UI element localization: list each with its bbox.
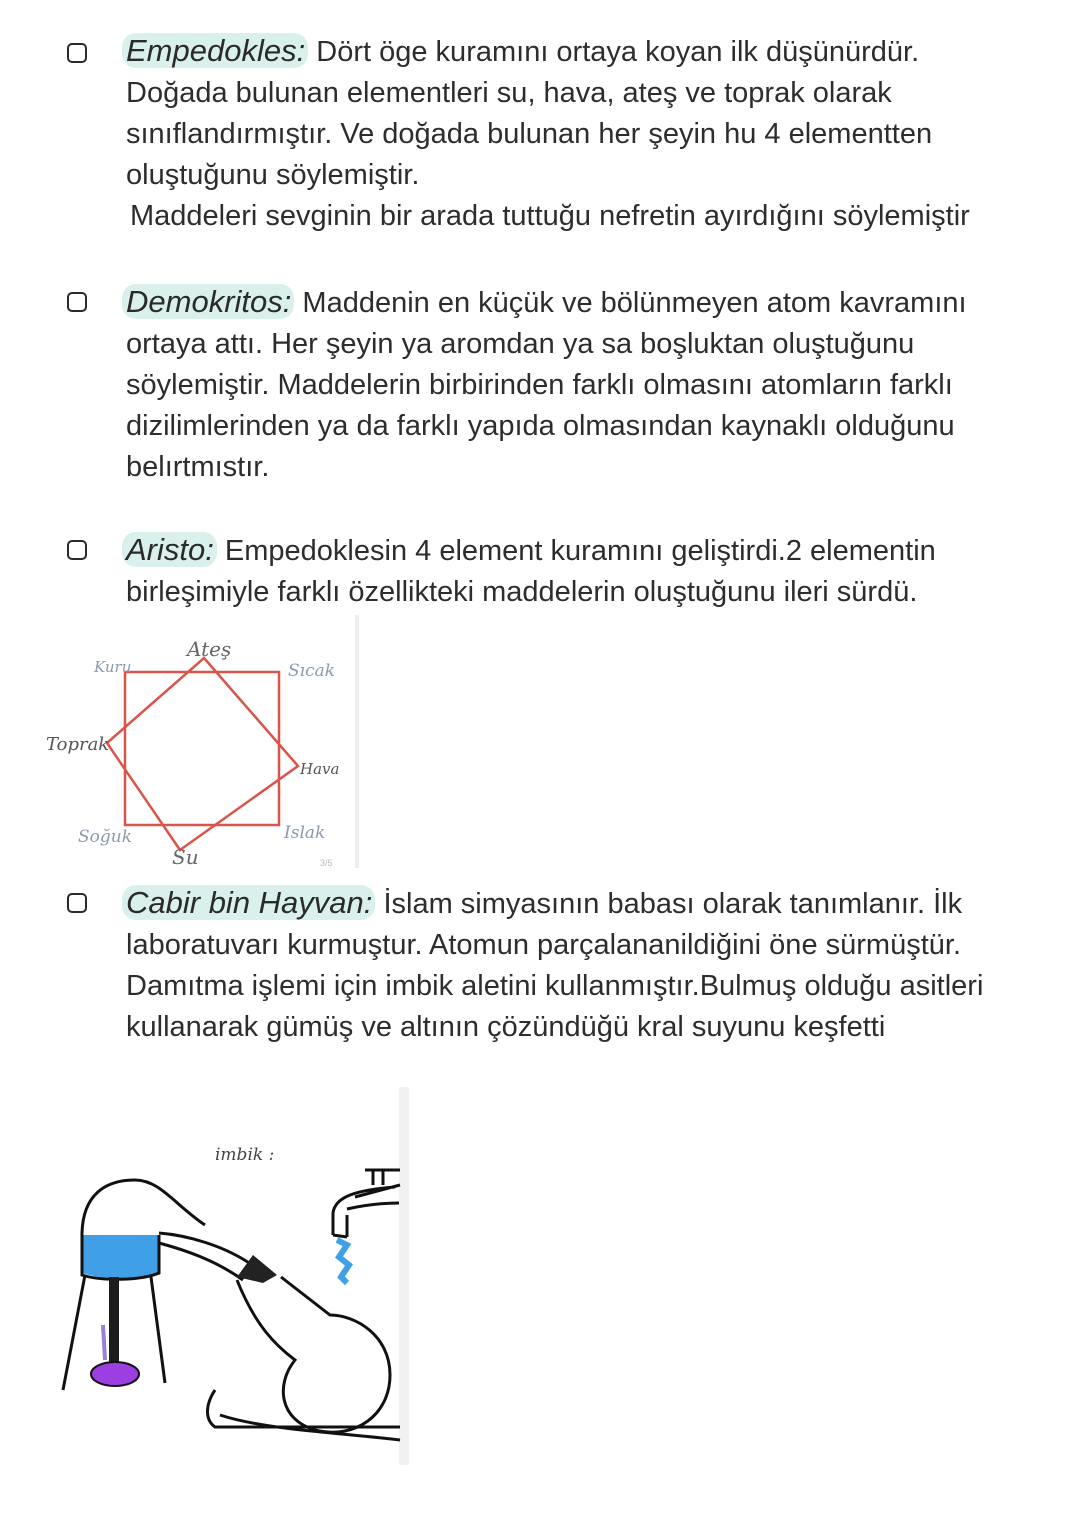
entry-text: Demokritos: Maddenin en küçük ve bölünmeyen atom kavramını ortaya attı. Her şeyin ya aromdan ya sa boşluktan oluştuğunu söylemiştir. Maddelerin birbirinden farklı olmasını atomların farklı dizilimlerinden ya da farklı yapıda olmasından kaynaklı olduğunu belırtmıstır.	[126, 281, 1036, 488]
label-soguk: Soğuk	[78, 827, 133, 847]
entry-text: Empedokles: Dört öge kuramını ortaya koyan ilk düşünürdür. Doğada bulunan elementleri su, hava, ateş ve toprak olarak sınıflandırmıştır. Ve doğada bulunan her şeyin hu 4 elementten oluştuğunu söylemiştir. Maddeleri sevginin bir arada tuttuğu nefretin ayırdığını söylemiştir	[126, 30, 1036, 237]
elements-diagram	[30, 610, 370, 875]
checkbox-demokritos[interactable]	[67, 292, 87, 312]
elements-diagram-svg	[30, 610, 370, 875]
label-sicak: Sıcak	[288, 661, 336, 681]
philosopher-name: Empedokles:	[122, 33, 308, 68]
page-marker: 3/5	[320, 858, 333, 868]
label-su: Su	[172, 845, 199, 869]
elements-square	[107, 658, 298, 850]
imbik-label: imbik :	[215, 1145, 275, 1165]
label-ates: Ateş	[187, 637, 232, 661]
philosopher-name: Cabir bin Hayvan:	[122, 885, 375, 920]
checkbox-aristo[interactable]	[67, 540, 87, 560]
philosopher-name: Aristo:	[122, 532, 217, 567]
label-hava: Hava	[300, 760, 340, 778]
entry-text: Cabir bin Hayvan: İslam simyasının babası olarak tanımlanır. İlk laboratuvarı kurmuştur. Atomun parçalananildiğini öne sürmüştür. Damıtma işlemi için imbik aletini kullanmıştır.Bulmuş olduğu asitleri kullanarak gümüş ve altının çözündüğü kral suyunu keşfetti	[126, 882, 1036, 1048]
label-islak: Islak	[284, 823, 326, 843]
imbik-sketch-svg	[55, 1085, 415, 1470]
label-toprak: Toprak	[46, 734, 110, 755]
entry-text: Aristo: Empedoklesin 4 element kuramını geliştirdi.2 elementin birleşimiyle farklı özellikteki maddelerin oluştuğunu ileri sürdü.	[126, 529, 1036, 613]
imbik-sketch	[55, 1085, 415, 1470]
label-kuru: Kuru	[94, 658, 132, 676]
philosopher-name: Demokritos:	[122, 284, 294, 319]
checkbox-empedokles[interactable]	[67, 43, 87, 63]
checkbox-cabir[interactable]	[67, 893, 87, 913]
